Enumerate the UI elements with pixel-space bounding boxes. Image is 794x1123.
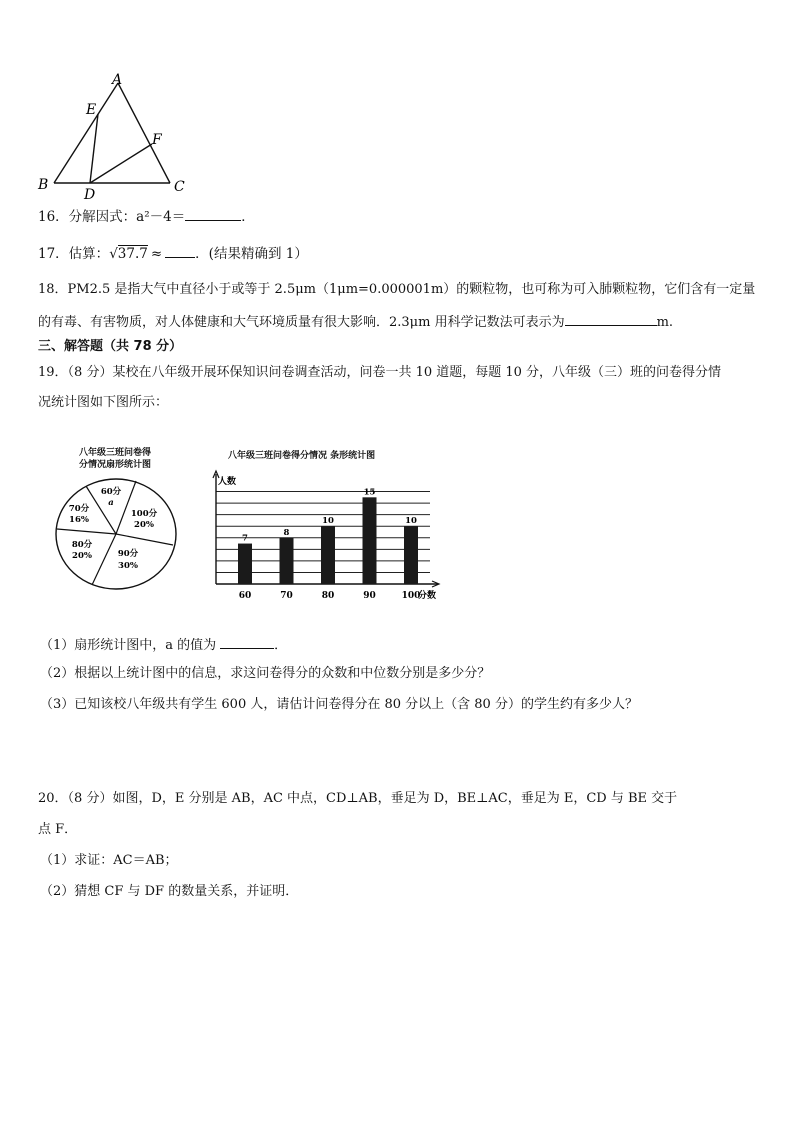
triangle-figure xyxy=(30,72,200,200)
q19-answer-blank[interactable] xyxy=(220,634,274,649)
question-20-line1: 20．（8 分）如图，D，E 分别是 AB，AC 中点，CD⊥AB，垂足为 D，BE⊥AC，垂足为 E，CD 与 BE 交于 xyxy=(38,791,678,806)
bar-value-label: 10 xyxy=(405,516,417,527)
q17-suffix: ．(结果精确到 1） xyxy=(195,246,308,262)
bar-90 xyxy=(363,497,377,584)
pie-title-line1: 八年级三班问卷得 xyxy=(78,448,151,458)
pie-slice-value: 20% xyxy=(72,551,92,561)
pie-divider-4 xyxy=(92,534,116,585)
bar-chart xyxy=(200,462,450,602)
x-tick-label: 90 xyxy=(363,591,376,601)
bar-60 xyxy=(238,544,252,584)
bar-70 xyxy=(280,538,294,584)
bar-80 xyxy=(321,526,335,584)
bar-value-label: 8 xyxy=(283,527,290,538)
x-tick-label: 100 xyxy=(401,591,421,601)
y-axis-label: 人数 xyxy=(218,477,237,487)
question-19-sub2: （2）根据以上统计图中的信息，求这问卷得分的众数和中位数分别是多少分？ xyxy=(40,666,491,681)
pie-slice-label: 80分 xyxy=(71,540,93,550)
label-c: C xyxy=(174,179,185,195)
q19-sub1-text: （1）扇形统计图中，a 的值为 xyxy=(40,638,217,653)
question-20-line2: 点 F． xyxy=(38,822,78,837)
bar-value-label: 7 xyxy=(242,533,248,544)
pie-slice-value: a xyxy=(108,498,114,508)
q17-prefix: 17．估算： xyxy=(38,246,110,262)
pie-divider-5 xyxy=(57,529,116,534)
q16-end: ． xyxy=(241,209,255,225)
label-d: D xyxy=(84,187,96,200)
label-e: E xyxy=(86,102,97,118)
question-16 xyxy=(38,206,255,227)
sqrt-symbol: √ xyxy=(109,246,118,262)
x-tick-label: 80 xyxy=(321,591,335,601)
q18-answer-blank[interactable] xyxy=(565,311,657,326)
q16-text: 16．分解因式：a²－4＝ xyxy=(38,209,186,225)
pie-slice-value: 30% xyxy=(118,561,138,571)
question-19-line2: 况统计图如下图所示： xyxy=(38,395,169,410)
q18-unit: m. xyxy=(656,315,674,330)
segment-df xyxy=(90,144,152,183)
question-18-line1: 18．PM2.5 是指大气中直径小于或等于 2.5μm（1μm=0.000001m）的颗粒物，也可称为可入肺颗粒物，它们含有一定量 xyxy=(38,282,756,297)
pie-divider-3 xyxy=(116,534,173,545)
q18-line2-text: 的有毒、有害物质，对人体健康和大气环境质量有很大影响．2.3μm 用科学记数法可表示为 xyxy=(38,315,565,330)
side-ba xyxy=(54,83,118,183)
x-axis-label: 分数 xyxy=(418,591,437,601)
question-18-line2 xyxy=(38,311,673,333)
label-b: B xyxy=(38,177,49,193)
q17-radicand: 37.7 xyxy=(117,246,148,262)
label-a: A xyxy=(112,72,123,88)
x-tick-label: 70 xyxy=(280,591,293,601)
bar-value-label: 10 xyxy=(322,516,334,527)
question-19-sub3: （3）已知该校八年级共有学生 600 人，请估计问卷得分在 80 分以上（含 80 分）的学生约有多少人？ xyxy=(40,697,638,712)
x-tick-label: 60 xyxy=(238,591,252,601)
pie-slice-value: 20% xyxy=(134,520,154,530)
bar-value-label: 15 xyxy=(363,487,376,498)
bar-chart-title: 八年级三班问卷得分情况 条形统计图 xyxy=(228,451,376,461)
pie-slice-label: 60分 xyxy=(100,487,122,497)
pie-title-line2: 分情况扇形统计图 xyxy=(78,460,151,470)
q16-answer-blank[interactable] xyxy=(185,206,241,221)
question-19-line1: 19．（8 分）某校在八年级开展环保知识问卷调查活动，问卷一共 10 道题，每题 10 分，八年级（三）班的问卷得分情 xyxy=(38,365,722,380)
question-19-sub1 xyxy=(40,634,287,656)
q17-approx: ≈ xyxy=(150,246,163,262)
q19-sub1-end: ． xyxy=(274,638,288,653)
section-title: 三、解答题（共 78 分） xyxy=(38,339,183,354)
question-17 xyxy=(38,243,308,264)
question-20-sub1: （1）求证：AC＝AB； xyxy=(40,853,178,868)
pie-slice-label: 70分 xyxy=(68,504,90,514)
bar-100 xyxy=(404,526,418,584)
pie-slice-label: 100分 xyxy=(130,509,158,519)
side-ac xyxy=(118,83,170,183)
q17-answer-blank[interactable] xyxy=(165,243,195,258)
question-20-sub2: （2）猜想 CF 与 DF 的数量关系，并证明． xyxy=(40,884,299,899)
pie-chart xyxy=(54,477,179,592)
pie-slice-label: 90分 xyxy=(117,549,139,559)
label-f: F xyxy=(152,132,162,148)
pie-chart-title xyxy=(60,447,170,471)
pie-slice-value: 16% xyxy=(69,515,89,525)
